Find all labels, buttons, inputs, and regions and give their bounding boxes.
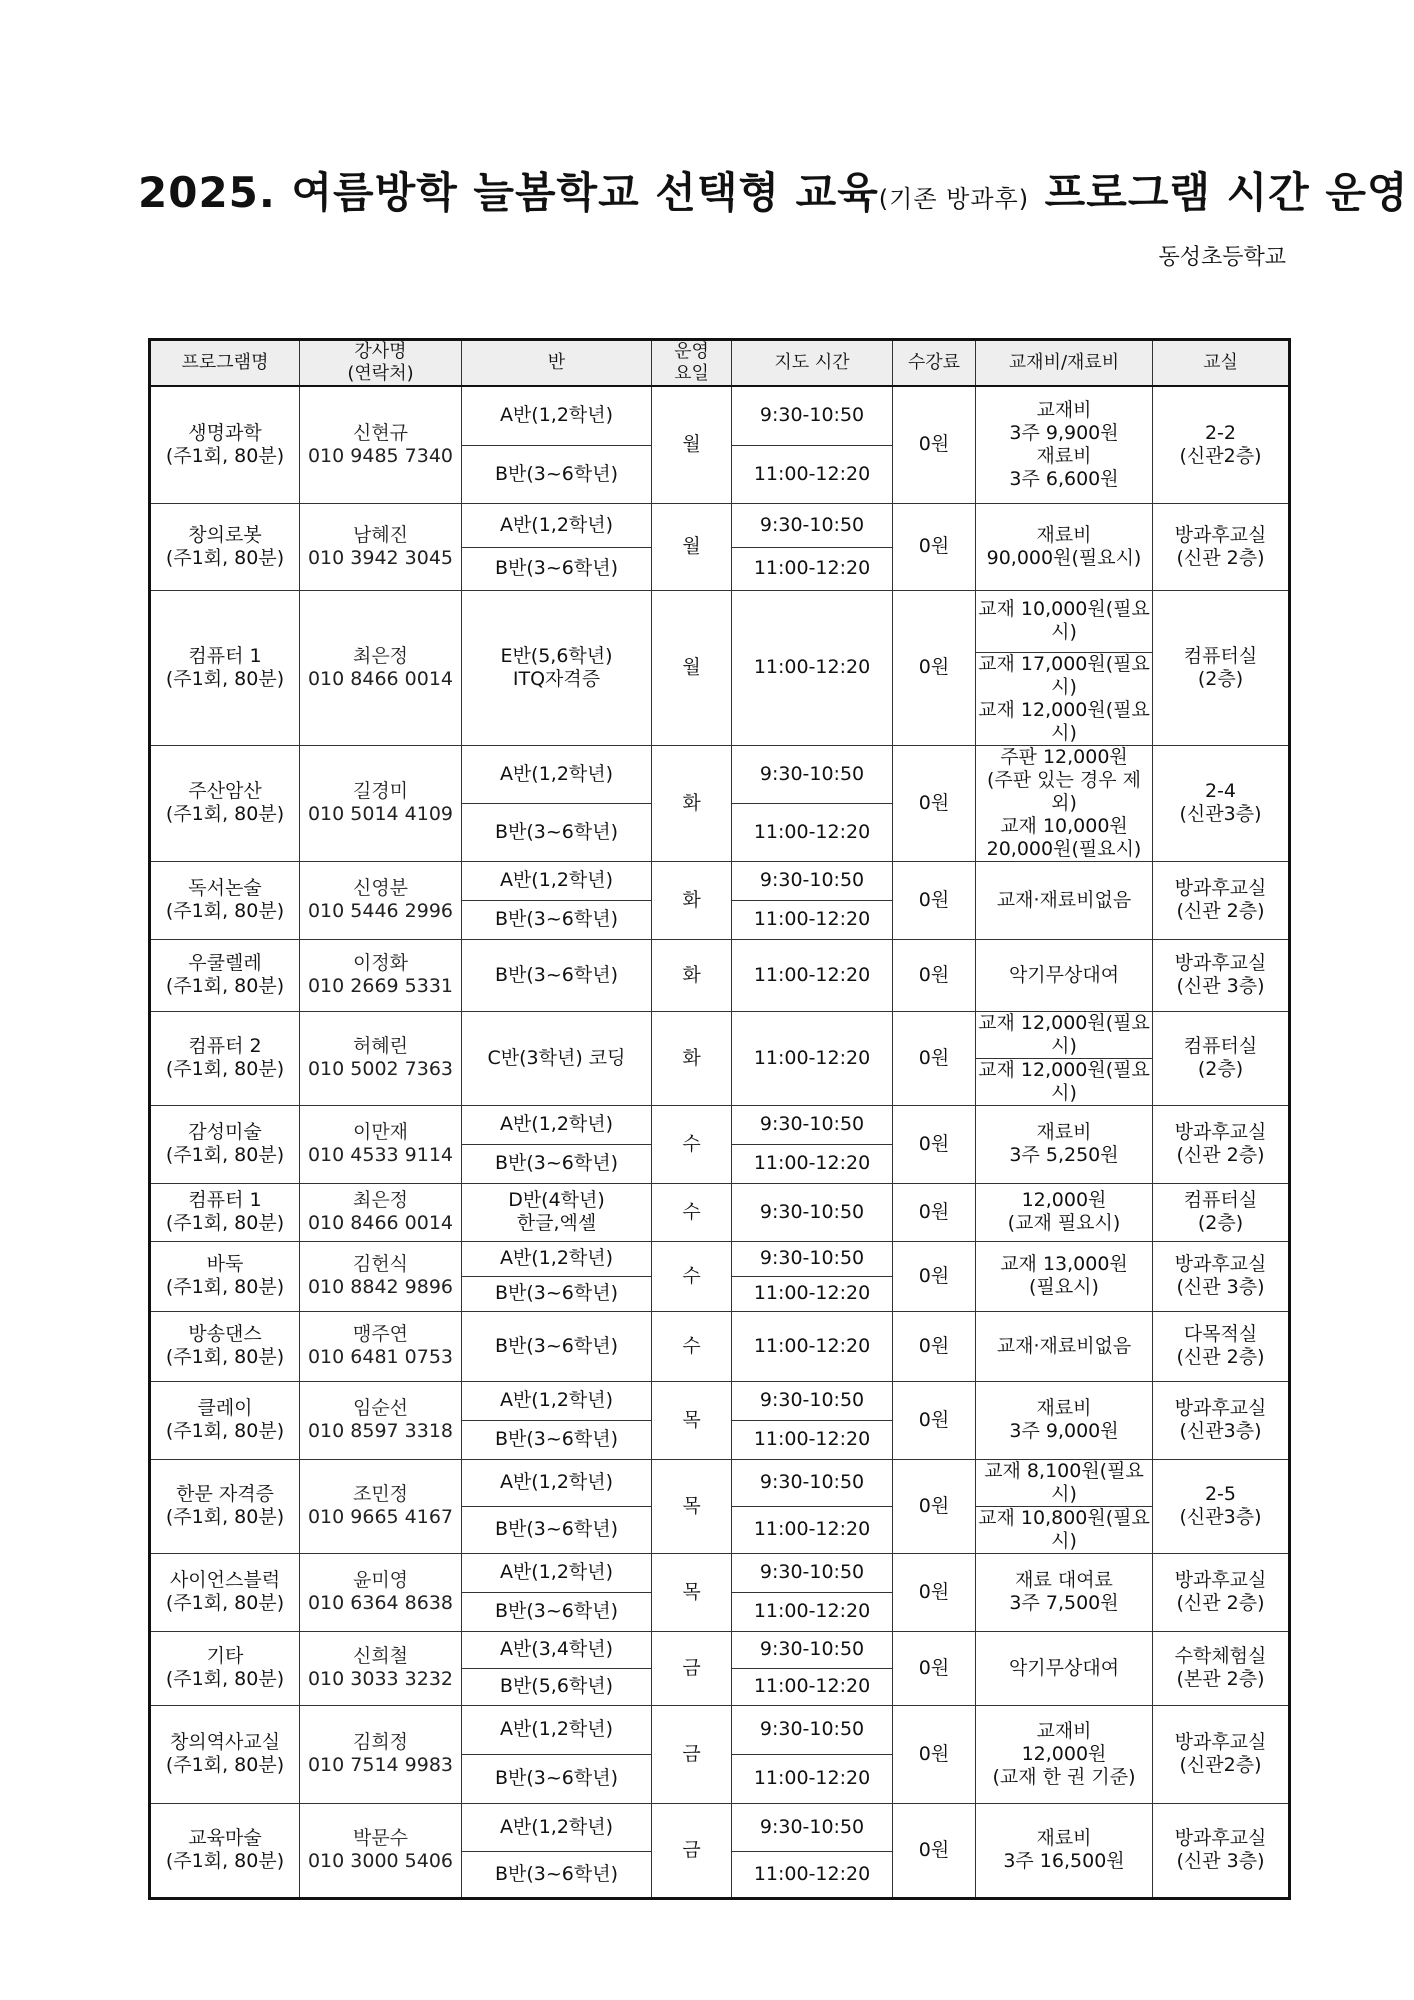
time-slot: 11:00-12:20 [732,1144,893,1183]
program-name: 컴퓨터 1 (주1회, 80분) [150,1183,300,1241]
material-cost: 교재 8,100원(필요시) [976,1459,1153,1506]
header-room: 교실 [1153,340,1290,387]
time-slot: 9:30-10:50 [732,386,893,445]
weekday: 화 [652,939,732,1011]
weekday: 월 [652,503,732,590]
header-program: 프로그램명 [150,340,300,387]
tuition-fee: 0원 [893,1553,976,1631]
tuition-fee: 0원 [893,939,976,1011]
time-slot: 11:00-12:20 [732,804,893,861]
weekday: 목 [652,1381,732,1459]
time-slot: 9:30-10:50 [732,1183,893,1241]
class-name: A반(1,2학년) [462,386,652,445]
material-cost: 재료 대여료 3주 7,500원 [976,1553,1153,1631]
teacher-contact: 최은정 010 8466 0014 [300,1183,462,1241]
time-slot: 9:30-10:50 [732,1631,893,1668]
class-name: D반(4학년) 한글,엑셀 [462,1183,652,1241]
class-name: B반(3~6학년) [462,900,652,939]
class-name: B반(3~6학년) [462,547,652,590]
time-slot: 9:30-10:50 [732,861,893,900]
time-slot: 11:00-12:20 [732,900,893,939]
classroom: 컴퓨터실 (2층) [1153,1011,1290,1105]
tuition-fee: 0원 [893,1705,976,1803]
table-row [150,1183,1290,1241]
program-name: 바둑 (주1회, 80분) [150,1241,300,1311]
classroom: 방과후교실 (신관 2층) [1153,503,1290,590]
class-name: A반(1,2학년) [462,1241,652,1276]
material-cost: 재료비 3주 5,250원 [976,1105,1153,1183]
time-slot: 9:30-10:50 [732,503,893,547]
teacher-contact: 김헌식 010 8842 9896 [300,1241,462,1311]
classroom: 2-5 (신관3층) [1153,1459,1290,1553]
class-name: C반(3학년) 코딩 [462,1011,652,1105]
school-name: 동성초등학교 [1158,245,1286,270]
classroom: 2-4 (신관3층) [1153,745,1290,861]
weekday: 금 [652,1631,732,1705]
weekday: 수 [652,1241,732,1311]
time-slot: 9:30-10:50 [732,745,893,804]
tuition-fee: 0원 [893,590,976,745]
tuition-fee: 0원 [893,1183,976,1241]
classroom: 방과후교실 (신관 2층) [1153,861,1290,939]
program-name: 컴퓨터 1 (주1회, 80분) [150,590,300,745]
teacher-contact: 조민정 010 9665 4167 [300,1459,462,1553]
class-name: B반(3~6학년) [462,939,652,1011]
classroom: 컴퓨터실 (2층) [1153,1183,1290,1241]
class-name: A반(1,2학년) [462,1381,652,1420]
classroom: 방과후교실 (신관 3층) [1153,1241,1290,1311]
tuition-fee: 0원 [893,1311,976,1381]
material-cost: 악기무상대여 [976,939,1153,1011]
class-name: B반(3~6학년) [462,445,652,503]
weekday: 수 [652,1311,732,1381]
weekday: 금 [652,1803,732,1898]
tuition-fee: 0원 [893,745,976,861]
time-slot: 9:30-10:50 [732,1705,893,1754]
classroom: 방과후교실 (신관 3층) [1153,1803,1290,1898]
table-row [150,1459,1290,1506]
table-row [150,1553,1290,1592]
classroom: 다목적실 (신관 2층) [1153,1311,1290,1381]
weekday: 화 [652,861,732,939]
tuition-fee: 0원 [893,861,976,939]
time-slot: 9:30-10:50 [732,1803,893,1851]
weekday: 월 [652,590,732,745]
tuition-fee: 0원 [893,1241,976,1311]
tuition-fee: 0원 [893,1105,976,1183]
class-name: A반(3,4학년) [462,1631,652,1668]
material-cost: 재료비 3주 9,000원 [976,1381,1153,1459]
program-name: 생명과학 (주1회, 80분) [150,386,300,503]
class-name: B반(5,6학년) [462,1668,652,1705]
table-row [150,1631,1290,1668]
tuition-fee: 0원 [893,1631,976,1705]
time-slot: 11:00-12:20 [732,1668,893,1705]
header-fee: 수강료 [893,340,976,387]
material-cost: 교재비 12,000원 (교재 한 권 기준) [976,1705,1153,1803]
classroom: 컴퓨터실 (2층) [1153,590,1290,745]
time-slot: 11:00-12:20 [732,1420,893,1459]
time-slot: 11:00-12:20 [732,1592,893,1631]
time-slot: 11:00-12:20 [732,939,893,1011]
table-row [150,939,1290,1011]
material-cost: 재료비 3주 16,500원 [976,1803,1153,1898]
header-materials: 교재비/재료비 [976,340,1153,387]
classroom: 방과후교실 (신관 3층) [1153,939,1290,1011]
program-name: 주산암산 (주1회, 80분) [150,745,300,861]
program-name: 컴퓨터 2 (주1회, 80분) [150,1011,300,1105]
class-name: B반(3~6학년) [462,1144,652,1183]
weekday: 금 [652,1705,732,1803]
classroom: 방과후교실 (신관2층) [1153,1705,1290,1803]
class-name: B반(3~6학년) [462,1420,652,1459]
time-slot: 9:30-10:50 [732,1241,893,1276]
material-cost: 12,000원 (교재 필요시) [976,1183,1153,1241]
time-slot: 9:30-10:50 [732,1553,893,1592]
table-row [150,1011,1290,1058]
program-name: 기타 (주1회, 80분) [150,1631,300,1705]
program-name: 창의로봇 (주1회, 80분) [150,503,300,590]
program-name: 방송댄스 (주1회, 80분) [150,1311,300,1381]
tuition-fee: 0원 [893,1459,976,1553]
time-slot: 11:00-12:20 [732,1011,893,1105]
time-slot: 9:30-10:50 [732,1381,893,1420]
class-name: B반(3~6학년) [462,1851,652,1898]
class-name: A반(1,2학년) [462,1105,652,1144]
header-class: 반 [462,340,652,387]
time-slot: 11:00-12:20 [732,547,893,590]
program-name: 감성미술 (주1회, 80분) [150,1105,300,1183]
class-name: B반(3~6학년) [462,1276,652,1311]
tuition-fee: 0원 [893,1011,976,1105]
time-slot: 11:00-12:20 [732,1276,893,1311]
table-row [150,861,1290,900]
table-row [150,1105,1290,1144]
time-slot: 11:00-12:20 [732,1754,893,1803]
time-slot: 11:00-12:20 [732,1311,893,1381]
schedule-table [148,338,1291,1900]
table-body [150,386,1290,1898]
time-slot: 9:30-10:50 [732,1459,893,1506]
program-name: 독서논술 (주1회, 80분) [150,861,300,939]
weekday: 수 [652,1105,732,1183]
program-name: 클레이 (주1회, 80분) [150,1381,300,1459]
program-name: 한문 자격증 (주1회, 80분) [150,1459,300,1553]
table-row [150,386,1290,445]
class-name: B반(3~6학년) [462,804,652,861]
tuition-fee: 0원 [893,1381,976,1459]
weekday: 수 [652,1183,732,1241]
teacher-contact: 맹주연 010 6481 0753 [300,1311,462,1381]
class-name: A반(1,2학년) [462,1705,652,1754]
program-name: 창의역사교실 (주1회, 80분) [150,1705,300,1803]
table-row [150,1705,1290,1754]
material-cost: 교재 17,000원(필요시) 교재 12,000원(필요시) [976,652,1153,745]
time-slot: 11:00-12:20 [732,590,893,745]
classroom: 2-2 (신관2층) [1153,386,1290,503]
material-cost: 교재·재료비없음 [976,1311,1153,1381]
class-name: B반(3~6학년) [462,1311,652,1381]
class-name: E반(5,6학년) ITQ자격증 [462,590,652,745]
class-name: A반(1,2학년) [462,1459,652,1506]
table-row [150,745,1290,804]
material-cost: 교재 13,000원 (필요시) [976,1241,1153,1311]
material-cost: 악기무상대여 [976,1631,1153,1705]
teacher-contact: 이정화 010 2669 5331 [300,939,462,1011]
teacher-contact: 박문수 010 3000 5406 [300,1803,462,1898]
teacher-contact: 허혜린 010 5002 7363 [300,1011,462,1105]
time-slot: 11:00-12:20 [732,1851,893,1898]
teacher-contact: 신영분 010 5446 2996 [300,861,462,939]
material-cost: 교재·재료비없음 [976,861,1153,939]
title-sub: (기존 방과후) [878,185,1030,213]
header-time: 지도 시간 [732,340,893,387]
teacher-contact: 신희철 010 3033 3232 [300,1631,462,1705]
title-main: 2025. 여름방학 늘봄학교 선택형 교육 [138,168,879,217]
page-title [138,160,1409,220]
tuition-fee: 0원 [893,1803,976,1898]
classroom: 방과후교실 (신관 2층) [1153,1105,1290,1183]
weekday: 화 [652,1011,732,1105]
classroom: 수학체험실 (본관 2층) [1153,1631,1290,1705]
weekday: 목 [652,1459,732,1553]
weekday: 목 [652,1553,732,1631]
teacher-contact: 임순선 010 8597 3318 [300,1381,462,1459]
class-name: A반(1,2학년) [462,1553,652,1592]
header-teacher: 강사명 (연락처) [300,340,462,387]
time-slot: 11:00-12:20 [732,1506,893,1553]
class-name: A반(1,2학년) [462,745,652,804]
class-name: A반(1,2학년) [462,861,652,900]
class-name: A반(1,2학년) [462,503,652,547]
teacher-contact: 신현규 010 9485 7340 [300,386,462,503]
material-cost: 교재비 3주 9,900원 재료비 3주 6,600원 [976,386,1153,503]
time-slot: 9:30-10:50 [732,1105,893,1144]
teacher-contact: 윤미영 010 6364 8638 [300,1553,462,1631]
material-cost: 주판 12,000원 (주판 있는 경우 제외) 교재 10,000원 20,000원(필요시) [976,745,1153,861]
tuition-fee: 0원 [893,503,976,590]
teacher-contact: 남혜진 010 3942 3045 [300,503,462,590]
table-row [150,1241,1290,1276]
title-tail: 프로그램 시간 운영 [1029,168,1409,217]
header-day: 운영 요일 [652,340,732,387]
material-cost: 교재 10,000원(필요시) [976,590,1153,652]
time-slot: 11:00-12:20 [732,445,893,503]
program-name: 교육마술 (주1회, 80분) [150,1803,300,1898]
weekday: 화 [652,745,732,861]
table-row [150,590,1290,652]
material-cost: 교재 10,800원(필요시) [976,1506,1153,1553]
classroom: 방과후교실 (신관3층) [1153,1381,1290,1459]
table-row [150,1381,1290,1420]
teacher-contact: 이만재 010 4533 9114 [300,1105,462,1183]
table-row [150,503,1290,547]
table-row [150,1803,1290,1851]
material-cost: 교재 12,000원(필요시) [976,1011,1153,1058]
teacher-contact: 김희정 010 7514 9983 [300,1705,462,1803]
weekday: 월 [652,386,732,503]
header-row [150,340,1290,387]
material-cost: 재료비 90,000원(필요시) [976,503,1153,590]
class-name: B반(3~6학년) [462,1754,652,1803]
class-name: B반(3~6학년) [462,1506,652,1553]
class-name: A반(1,2학년) [462,1803,652,1851]
table-row [150,1311,1290,1381]
program-name: 사이언스블럭 (주1회, 80분) [150,1553,300,1631]
tuition-fee: 0원 [893,386,976,503]
classroom: 방과후교실 (신관 2층) [1153,1553,1290,1631]
class-name: B반(3~6학년) [462,1592,652,1631]
material-cost: 교재 12,000원(필요시) [976,1058,1153,1105]
program-name: 우쿨렐레 (주1회, 80분) [150,939,300,1011]
teacher-contact: 최은정 010 8466 0014 [300,590,462,745]
teacher-contact: 길경미 010 5014 4109 [300,745,462,861]
